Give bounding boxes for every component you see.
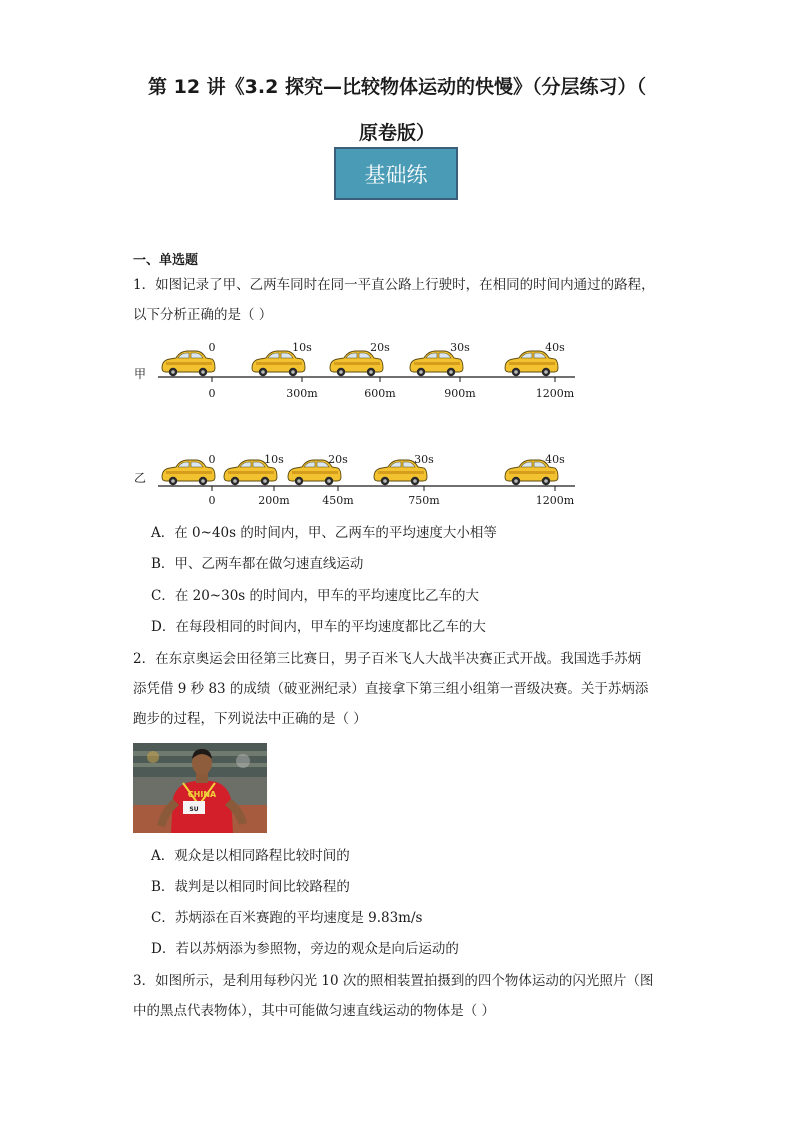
track-a-ticks [212,377,555,382]
q2-stem [133,644,663,734]
q2-stem-line-3: 跑步的过程，下列说法中正确的是（ ） [133,711,367,727]
track-b-distance-label: 450m [322,494,354,507]
track-a-car [162,351,215,376]
q1-stem-line-1: 1．如图记录了甲、乙两车同时在同一平直公路上行驶时，在相同的时间内通过的路程， [133,277,655,293]
track-a-distance-label: 600m [364,387,396,400]
track-a-car [252,351,305,376]
q1-option-a: A．在 0~40s 的时间内，甲、乙两车的平均速度大小相等 [151,525,497,541]
track-a-car [410,351,463,376]
section-heading: 一、单选题 [133,253,199,268]
track-b-label: 乙 [134,471,147,485]
track-b-car [162,460,215,485]
q1-distance-diagram [130,336,590,516]
title-line-2: 原卷版） [358,122,435,144]
track-a-label: 甲 [134,367,147,381]
q2-stem-line-1: 2．在东京奥运会田径第三比赛日，男子百米飞人大战半决赛正式开战。我国选手苏炳 [133,651,642,667]
track-a-distance-label: 900m [444,387,476,400]
page-title [60,64,734,156]
track-a-time-label: 10s [292,341,312,354]
q2-stem-line-2: 添凭借 9 秒 83 的成绩（破亚洲纪录）直接拿下第三组小组第一晋级决赛。关于苏炳添 [133,681,649,697]
track-b-distance-label: 750m [408,494,440,507]
track-b-time-label: 20s [328,453,348,466]
title-line-1: 第 12 讲《3.2 探究—比较物体运动的快慢》（分层练习）（ [148,76,646,98]
level-badge: 基础练 [334,147,458,200]
track-b-time-label: 30s [414,453,434,466]
track-a-distance-label: 1200m [535,387,575,400]
track-b-distance-label: 200m [258,494,290,507]
q1-stem [133,270,663,330]
track-a-time-label: 30s [450,341,470,354]
track-b-time-label: 10s [264,453,284,466]
track-b-distance-label: 1200m [535,494,575,507]
track-a-time-label: 40s [545,341,565,354]
q2-option-b: B．裁判是以相同时间比较路程的 [151,879,350,895]
q1-stem-line-2: 以下分析正确的是（ ） [133,307,273,323]
track-a-distance-label: 0 [208,387,216,400]
track-a-time-label: 20s [370,341,390,354]
bib-text: SU [189,806,199,813]
sprinter-photo [133,743,267,833]
sprinter-illustration [133,743,267,833]
q1-option-c: C．在 20~30s 的时间内，甲车的平均速度比乙车的大 [151,588,480,604]
q2-option-c: C．苏炳添在百米赛跑的平均速度是 9.83m/s [151,910,423,926]
q2-option-d: D．若以苏炳添为参照物，旁边的观众是向后运动的 [151,941,459,957]
track-b-time-label: 40s [545,453,565,466]
q2-option-a: A．观众是以相同路程比较时间的 [151,848,350,864]
jersey-text: CHINA [187,790,217,799]
q1-option-d: D．在每段相同的时间内，甲车的平均速度都比乙车的大 [151,619,486,635]
track-a-time-label: 0 [208,341,216,354]
track-a-car [330,351,383,376]
track-b-distance-label: 0 [208,494,216,507]
track-b-ticks [212,486,555,491]
track-b-time-label: 0 [208,453,216,466]
q3-stem-line-1: 3．如图所示，是利用每秒闪光 10 次的照相装置拍摄到的四个物体运动的闪光照片（图 [133,973,654,989]
q3-stem [133,966,663,1026]
q3-stem-line-2: 中的黑点代表物体），其中可能做匀速直线运动的物体是（ ） [133,1003,496,1019]
q1-option-b: B．甲、乙两车都在做匀速直线运动 [151,556,364,572]
track-a-distance-label: 300m [286,387,318,400]
track-a-car [505,351,558,376]
